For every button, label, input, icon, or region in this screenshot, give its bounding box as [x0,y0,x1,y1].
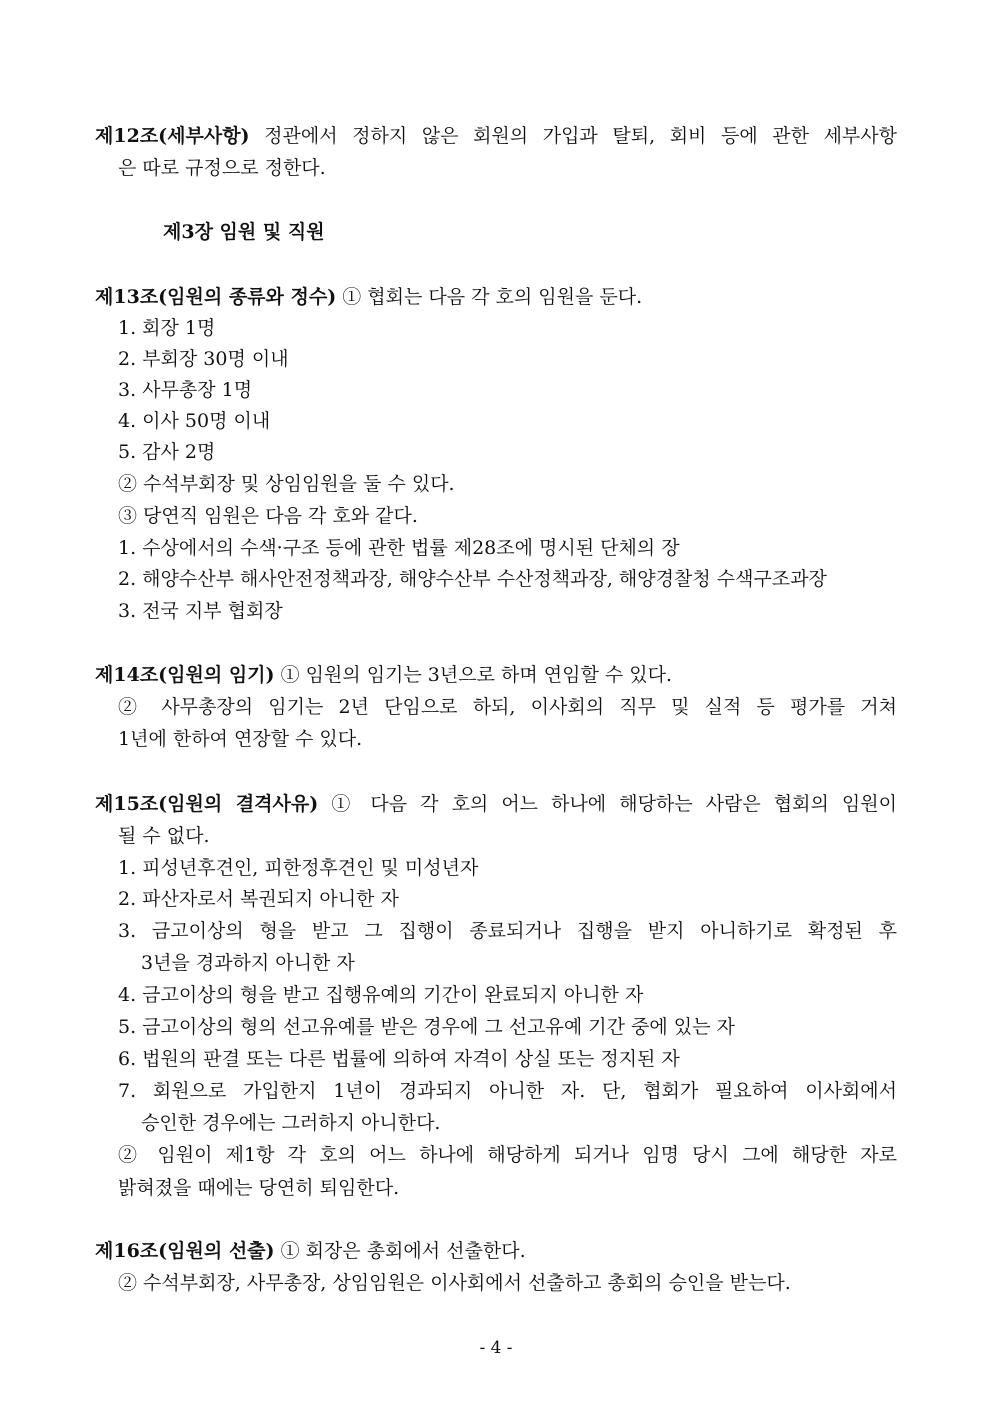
article-15-heading: 제15조(임원의 결격사유) [95,793,319,815]
page-number: - 4 - [479,1338,513,1358]
article-15-item: 5. 금고이상의 형의 선고유예를 받은 경우에 그 선고유예 기간 중에 있는 자 [118,1016,735,1038]
article-13-item: 4. 이사 50명 이내 [118,410,271,432]
article-13-item: 3. 전국 지부 협회장 [118,600,283,622]
article-13-item: 2. 해양수산부 해사안전정책과장, 해양수산부 수산정책과장, 해양경찰청 수색구조과장 [118,568,827,590]
article-15-item-continued: 승인한 경우에는 그러하지 아니한다. [141,1112,441,1134]
article-14-line-1 [95,663,672,687]
article-16-para-2: ② 수석부회장, 사무총장, 상임임원은 이사회에서 선출하고 총회의 승인을 받는다. [118,1272,791,1294]
article-14-text: ① 임원의 임기는 3년으로 하며 연임할 수 있다. [280,664,672,686]
article-13-line-1 [95,285,642,309]
article-13-item: 1. 수상에서의 수색·구조 등에 관한 법률 제28조에 명시된 단체의 장 [118,537,680,559]
article-13-item: 2. 부회장 30명 이내 [118,348,289,370]
article-12-line-2: 은 따로 규정으로 정한다. [118,157,326,179]
article-13-heading: 제13조(임원의 종류와 정수) [95,286,337,308]
article-14-heading: 제14조(임원의 임기) [95,664,275,686]
article-12-text: 정관에서 정하지 않은 회원의 가입과 탈퇴, 회비 등에 관한 세부사항 [264,125,897,147]
article-14-para-2-line-1: ② 사무총장의 임기는 2년 단임으로 하되, 이사회의 직무 및 실적 등 평가를 거쳐 [118,696,897,718]
article-16-heading: 제16조(임원의 선출) [95,1240,275,1262]
article-15-para-2-line-1: ② 임원이 제1항 각 호의 어느 하나에 해당하게 되거나 임명 당시 그에 해당한 자로 [118,1144,897,1166]
article-15-item: 3. 금고이상의 형을 받고 그 집행이 종료되거나 집행을 받지 아니하기로 확정된 후 [118,920,897,942]
article-13-item: 5. 감사 2명 [118,441,216,463]
article-13-para-2: ② 수석부회장 및 상임임원을 둘 수 있다. [118,473,455,495]
article-14-para-2-line-2: 1년에 한하여 연장할 수 있다. [118,728,363,750]
article-15-item-continued: 3년을 경과하지 아니한 자 [141,952,355,974]
article-15-text: ① 다음 각 호의 어느 하나에 해당하는 사람은 협회의 임원이 [331,793,897,815]
article-13-item: 3. 사무총장 1명 [118,379,253,401]
article-15-para-2-line-2: 밝혀졌을 때에는 당연히 퇴임한다. [118,1177,400,1199]
article-16-line-1 [95,1239,526,1263]
chapter-3-title: 제3장 임원 및 직원 [163,221,325,243]
article-15-item: 1. 피성년후견인, 피한정후견인 및 미성년자 [118,857,479,879]
article-15-item: 2. 파산자로서 복권되지 아니한 자 [118,888,399,910]
article-15-item: 7. 회원으로 가입한지 1년이 경과되지 아니한 자. 단, 협회가 필요하여 이사회에서 [118,1080,897,1102]
article-15-line-1 [95,792,897,816]
article-12-line-1 [95,124,897,148]
article-12-heading: 제12조(세부사항) [95,125,250,147]
article-13-text: ① 협회는 다음 각 호의 임원을 둔다. [342,286,643,308]
article-16-text: ① 회장은 총회에서 선출한다. [280,1240,526,1262]
article-15-line-2: 될 수 없다. [118,825,210,847]
article-15-item: 6. 법원의 판결 또는 다른 법률에 의하여 자격이 상실 또는 정지된 자 [118,1048,680,1070]
article-13-item: 1. 회장 1명 [118,317,216,339]
article-13-para-3: ③ 당연직 임원은 다음 각 호와 같다. [118,505,418,527]
article-15-item: 4. 금고이상의 형을 받고 집행유예의 기간이 완료되지 아니한 자 [118,984,644,1006]
